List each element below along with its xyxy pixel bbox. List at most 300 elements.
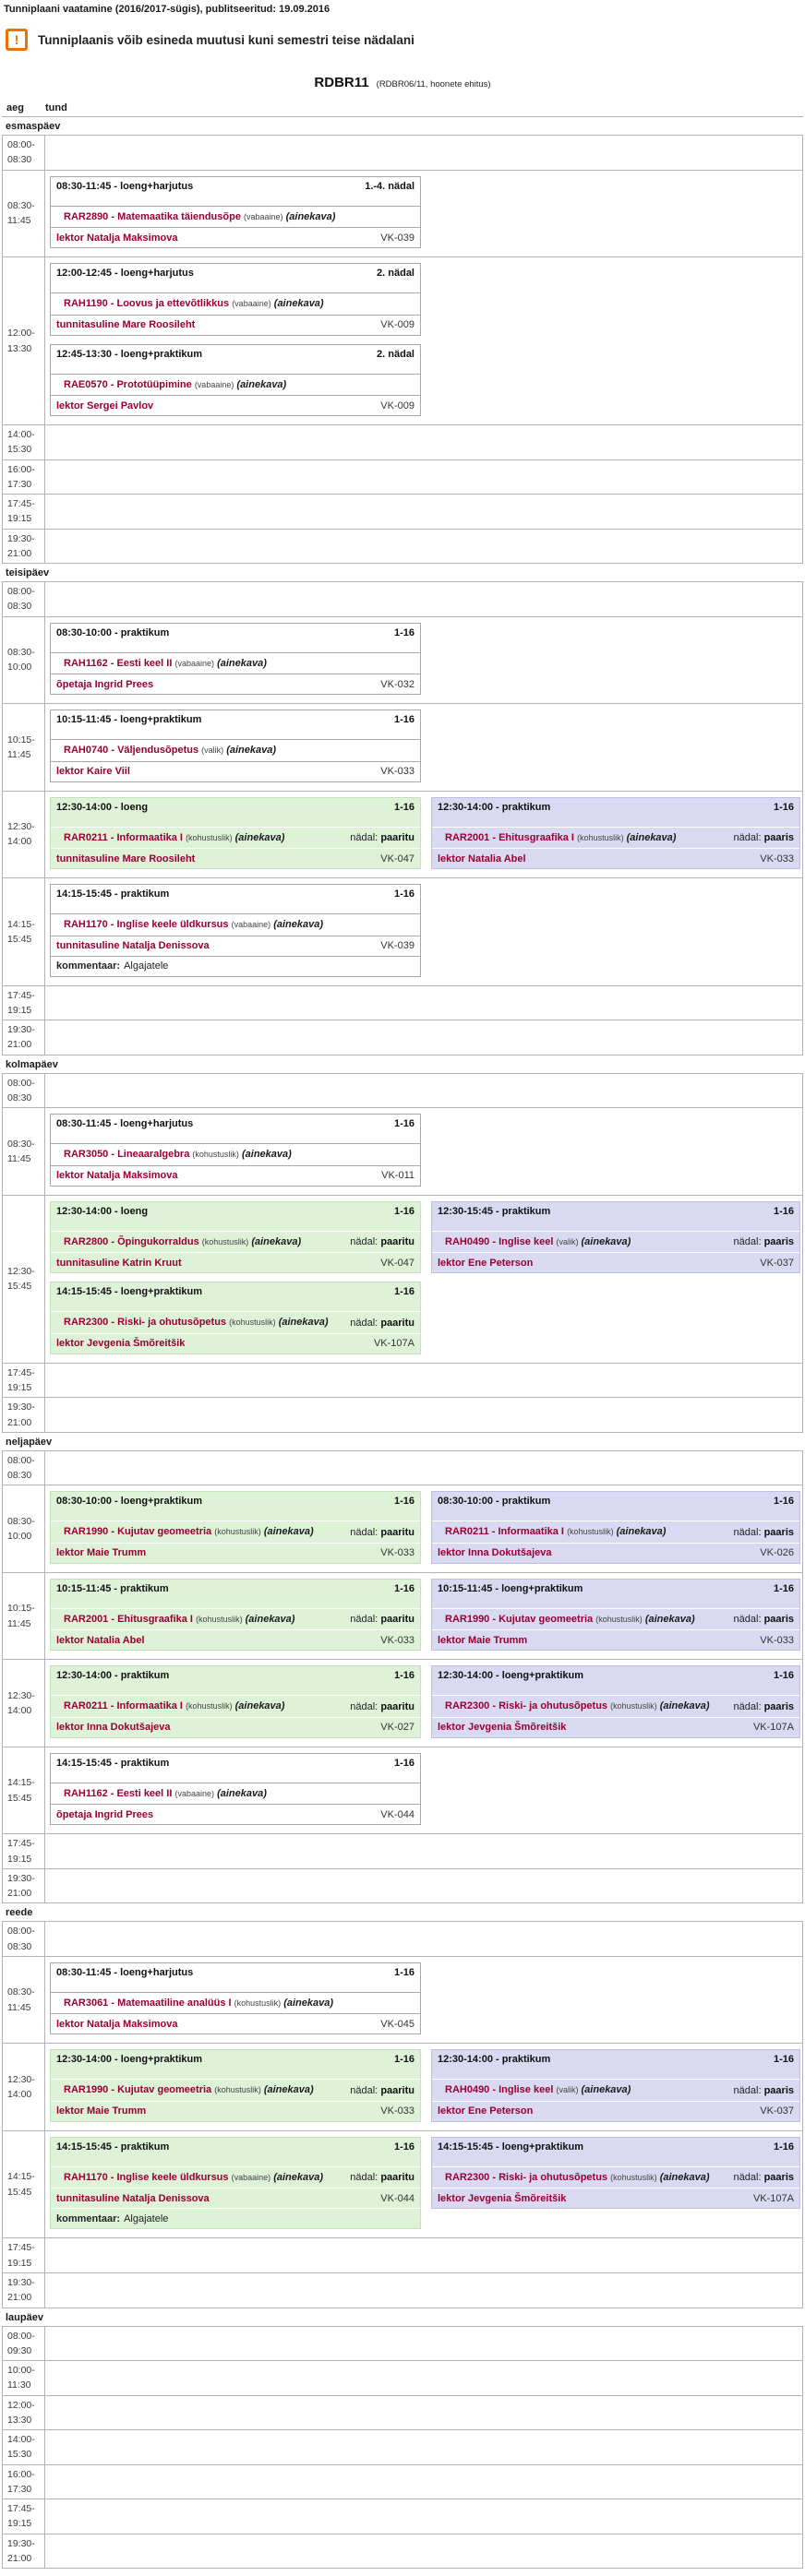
lesson-card	[431, 2049, 800, 2122]
course-title	[56, 1699, 284, 1714]
timetable-row	[3, 1485, 802, 1572]
course-link[interactable]: RAH1162 - Eesti keel II	[64, 657, 173, 669]
course-link[interactable]: RAR2890 - Matemaatika täiendusõpe	[64, 210, 241, 222]
lesson-card	[431, 797, 800, 870]
lecturer-link[interactable]: lektor Natalja Maksimova	[56, 232, 178, 244]
time-slot-label	[3, 1834, 45, 1868]
timetable-row	[3, 582, 802, 616]
time-slot-label	[3, 2499, 45, 2534]
course-kind: (kohustuslik)	[234, 1998, 282, 2008]
week-parity-label: nädal:	[733, 1700, 762, 1712]
day-table	[2, 2326, 803, 2570]
time-start: 17:45-	[7, 989, 35, 1001]
time-slot-label	[3, 1869, 45, 1903]
week-parity-label: nädal:	[733, 1526, 762, 1538]
lesson-card	[50, 884, 421, 977]
time-slot-label	[3, 2361, 45, 2395]
lesson-area	[45, 1834, 802, 1868]
lecturer-link[interactable]: lektor Ene Peterson	[438, 2105, 534, 2117]
lesson-area	[45, 2131, 804, 2238]
lesson-card-header	[51, 177, 420, 206]
time-start: 08:00-	[7, 1454, 35, 1466]
lesson-card-header	[432, 2138, 799, 2166]
room-label: VK-011	[381, 1170, 415, 1182]
lesson-column-left	[50, 797, 421, 870]
time-end: 15:45	[7, 2186, 32, 2198]
lecturer-row	[51, 2101, 420, 2121]
ainekava-link[interactable]: (ainekava)	[626, 831, 677, 843]
time-slot-label	[3, 878, 45, 985]
timetable-row	[3, 2130, 802, 2238]
ainekava-link[interactable]: (ainekava)	[273, 2171, 323, 2183]
time-start: 14:00-	[7, 429, 35, 441]
course-title	[56, 917, 323, 933]
course-title	[438, 1699, 710, 1714]
lesson-card	[50, 797, 421, 870]
lecturer-link[interactable]: lektor Natalja Maksimova	[56, 2018, 178, 2030]
ainekava-link[interactable]: (ainekava)	[616, 1526, 667, 1538]
time-end: 08:30	[7, 1470, 32, 1482]
time-slot-label	[3, 495, 45, 529]
timetable-row	[3, 2237, 802, 2272]
week-parity	[341, 1318, 415, 1329]
lesson-card-header	[432, 1666, 799, 1695]
lesson-column-left	[50, 1114, 421, 1187]
ainekava-link[interactable]: (ainekava)	[241, 1149, 292, 1161]
lecturer-link[interactable]: tunnitasuline Mare Roosileht	[56, 853, 196, 865]
ainekava-link[interactable]: (ainekava)	[283, 1997, 334, 2009]
week-parity-value: paaris	[763, 1526, 794, 1538]
week-parity	[341, 1527, 415, 1538]
lesson-column-left	[50, 1491, 421, 1564]
course-link[interactable]: RAR1990 - Kujutav geomeetria	[445, 1613, 594, 1625]
lesson-time-type: 14:15-15:45 - praktikum	[56, 2141, 170, 2153]
ainekava-link[interactable]: (ainekava)	[234, 831, 285, 843]
lesson-card	[431, 2137, 800, 2210]
week-parity-value: paaris	[763, 2084, 794, 2096]
time-slot-label	[3, 1485, 45, 1572]
week-parity-label: nädal:	[733, 1614, 762, 1626]
lecturer-link[interactable]: tunnitasuline Natalja Denissova	[56, 2192, 210, 2204]
week-parity-label: nädal:	[733, 2084, 762, 2096]
lecturer-link[interactable]: õpetaja Ingrid Prees	[56, 678, 154, 690]
lecturer-row	[51, 1717, 420, 1737]
week-parity-value: paaritu	[380, 1700, 415, 1712]
ainekava-link[interactable]: (ainekava)	[285, 210, 336, 222]
lesson-column-right	[431, 1491, 800, 1564]
lecturer-link[interactable]: lektor Inna Dokutšajeva	[56, 1722, 171, 1734]
time-start: 12:30-	[7, 821, 35, 833]
timetable-row	[3, 459, 802, 495]
lesson-column-left	[50, 1201, 421, 1354]
course-link[interactable]: RAR2001 - Ehitusgraafika I	[64, 1613, 193, 1625]
course-kind: (kohustuslik)	[214, 1527, 261, 1537]
lesson-area	[45, 1747, 802, 1834]
ainekava-link[interactable]: (ainekava)	[263, 2084, 314, 2096]
week-parity-value: paaritu	[380, 1614, 415, 1626]
timetable-row	[3, 1747, 802, 1834]
room-label: VK-039	[380, 940, 415, 952]
course-title	[56, 743, 276, 758]
time-start: 16:00-	[7, 463, 35, 475]
course-link[interactable]: RAR2800 - Õpingukorraldus	[64, 1235, 199, 1247]
lecturer-link[interactable]: lektor Maie Trumm	[56, 2105, 147, 2117]
course-link[interactable]: RAH1170 - Inglise keele üldkursus	[64, 2171, 229, 2183]
lesson-weeks: 1-16	[393, 714, 415, 726]
time-start: 19:30-	[7, 1024, 35, 1036]
room-label: VK-009	[380, 319, 415, 331]
lesson-card-header	[432, 1492, 799, 1521]
course-title	[56, 656, 267, 672]
week-parity-label: nädal:	[733, 2172, 762, 2184]
lesson-time-type: 12:30-14:00 - loeng	[56, 801, 149, 813]
course-link[interactable]: RAR0211 - Informaatika I	[64, 831, 183, 843]
lecturer-link[interactable]: lektor Inna Dokutšajeva	[438, 1547, 552, 1559]
timetable-row	[3, 170, 802, 257]
course-kind: (vabaaine)	[174, 1788, 214, 1798]
course-row	[432, 1521, 799, 1543]
lesson-card	[50, 1579, 421, 1652]
time-slot-label	[3, 1108, 45, 1195]
course-kind: (vabaaine)	[174, 658, 214, 668]
lesson-card-header	[51, 798, 420, 827]
room-label: VK-047	[380, 853, 415, 865]
course-title	[438, 1234, 631, 1250]
lesson-weeks: 1-16	[773, 1205, 794, 1217]
ainekava-link[interactable]: (ainekava)	[581, 2084, 631, 2096]
course-title	[56, 830, 284, 846]
lesson-area	[45, 1020, 802, 1055]
lecturer-link[interactable]: lektor Natalia Abel	[438, 853, 526, 865]
ainekava-link[interactable]: (ainekava)	[251, 1235, 302, 1247]
time-slot-label	[3, 530, 45, 564]
lesson-column-right	[431, 1201, 800, 1274]
ainekava-link[interactable]: (ainekava)	[234, 1700, 285, 1712]
time-slot-label	[3, 2131, 45, 2238]
week-parity-value: paaris	[763, 831, 794, 843]
course-kind: (kohustuslik)	[192, 1150, 239, 1160]
course-row	[51, 2079, 420, 2101]
timetable-row	[3, 1451, 802, 1485]
course-link[interactable]: RAR0211 - Informaatika I	[64, 1700, 183, 1712]
timetable-row	[3, 2043, 802, 2130]
lecturer-row	[51, 1165, 420, 1186]
time-end: 21:00	[7, 2552, 32, 2564]
lesson-weeks: 1-16	[393, 1582, 415, 1594]
lesson-card-header	[432, 1202, 799, 1231]
comment-text: Algajatele	[124, 960, 169, 972]
lecturer-link[interactable]: lektor Maie Trumm	[56, 1547, 147, 1559]
lesson-area	[45, 1957, 802, 2044]
timetable-row	[3, 2464, 802, 2499]
room-label: VK-039	[380, 232, 415, 244]
time-slot-label	[3, 1451, 45, 1485]
ainekava-link[interactable]: (ainekava)	[217, 657, 267, 669]
ainekava-link[interactable]: (ainekava)	[644, 1613, 695, 1625]
time-slot-label	[3, 1660, 45, 1747]
lesson-card	[431, 1201, 800, 1274]
course-row	[51, 827, 420, 849]
lesson-column-right	[431, 2137, 800, 2210]
time-start: 08:00-	[7, 139, 35, 150]
day-table	[2, 1073, 803, 1433]
lesson-area	[45, 1660, 804, 1747]
time-start: 19:30-	[7, 2277, 35, 2288]
lesson-weeks: 1-16	[773, 1496, 794, 1508]
lesson-time-type: 12:30-14:00 - loeng	[56, 1205, 149, 1217]
time-slot-label	[3, 1074, 45, 1108]
lesson-card-header	[51, 1115, 420, 1143]
time-start: 19:30-	[7, 1401, 35, 1413]
course-row	[51, 206, 420, 228]
timetable-row	[3, 1572, 802, 1660]
ainekava-link[interactable]: (ainekava)	[659, 1700, 710, 1712]
ainekava-link[interactable]: (ainekava)	[226, 745, 277, 757]
lesson-column-right	[431, 797, 800, 870]
course-title	[438, 2082, 631, 2098]
course-kind: (valik)	[556, 1236, 579, 1246]
lecturer-link[interactable]: lektor Maie Trumm	[438, 1634, 528, 1646]
ainekava-link[interactable]: (ainekava)	[273, 919, 323, 931]
day-table	[2, 1450, 803, 1904]
lesson-area	[45, 136, 802, 170]
lecturer-row	[51, 761, 420, 781]
timetable-row	[3, 616, 802, 704]
lecturer-row	[51, 1333, 420, 1354]
course-row	[51, 1311, 420, 1333]
lesson-area	[45, 2273, 802, 2308]
timetable-row	[3, 2534, 802, 2569]
timetable-row	[3, 1833, 802, 1868]
page-title	[2, 75, 803, 90]
time-end: 08:30	[7, 1940, 32, 1952]
lesson-time-type: 08:30-11:45 - loeng+harjutus	[56, 1966, 194, 1978]
lecturer-row	[51, 1804, 420, 1824]
week-parity	[725, 1236, 794, 1247]
lesson-weeks: 1-16	[773, 801, 794, 813]
lecturer-link[interactable]: lektor Jevgenia Šmõreitšik	[438, 2192, 567, 2204]
course-title	[56, 1315, 329, 1330]
comment-label: kommentaar:	[56, 960, 121, 972]
course-link[interactable]: RAE0570 - Prototüüpimine	[64, 378, 192, 390]
lesson-time-type: 12:30-14:00 - praktikum	[56, 1670, 170, 1682]
timetable-row	[3, 985, 802, 1020]
time-start: 08:00-	[7, 586, 35, 598]
warning-banner	[6, 29, 801, 51]
comment-row	[51, 956, 420, 976]
lecturer-link[interactable]: tunnitasuline Mare Roosileht	[56, 319, 196, 331]
lesson-time-type: 14:15-15:45 - loeng+praktikum	[56, 1286, 203, 1298]
lecturer-link[interactable]: õpetaja Ingrid Prees	[56, 1808, 154, 1820]
lesson-weeks: 2. nädal	[377, 348, 415, 360]
time-end: 08:30	[7, 601, 32, 613]
course-kind: (kohustuslik)	[577, 832, 624, 842]
course-link[interactable]: RAH1170 - Inglise keele üldkursus	[64, 919, 229, 931]
time-start: 10:15-	[7, 1603, 35, 1615]
time-slot-label	[3, 2238, 45, 2272]
week-parity	[725, 1701, 794, 1712]
timetable-row	[3, 529, 802, 564]
week-parity-label: nädal:	[350, 1700, 378, 1712]
ainekava-link[interactable]: (ainekava)	[273, 298, 324, 310]
ainekava-link[interactable]: (ainekava)	[263, 1526, 314, 1538]
room-label: VK-033	[380, 1634, 415, 1646]
lesson-weeks: 1-16	[393, 801, 415, 813]
lesson-time-type: 14:15-15:45 - praktikum	[56, 888, 170, 900]
time-end: 11:45	[7, 2001, 31, 2013]
lesson-area	[45, 1573, 804, 1660]
time-end: 21:00	[7, 1039, 32, 1051]
day-name: laupäev	[6, 2311, 43, 2323]
lecturer-link[interactable]: tunnitasuline Natalja Denissova	[56, 940, 210, 952]
lecturer-link[interactable]: tunnitasuline Katrin Kruut	[56, 1257, 182, 1269]
day-section	[2, 1055, 803, 1433]
day-section	[2, 1903, 803, 2308]
time-start: 14:00-	[7, 2434, 35, 2446]
lesson-area	[45, 1398, 802, 1432]
lecturer-link[interactable]: lektor Jevgenia Šmõreitšik	[56, 1338, 186, 1350]
course-row	[51, 1608, 420, 1630]
timetable-row	[3, 2498, 802, 2534]
course-link[interactable]: RAH0490 - Inglise keel	[445, 1235, 554, 1247]
course-title	[56, 1786, 267, 1802]
lesson-card	[50, 623, 421, 696]
timetable-row	[3, 1956, 802, 2044]
ainekava-link[interactable]: (ainekava)	[245, 1613, 295, 1625]
course-row	[51, 1992, 420, 2014]
ainekava-link[interactable]: (ainekava)	[581, 1235, 631, 1247]
course-link[interactable]: RAR2300 - Riski- ja ohutusõpetus	[445, 1700, 608, 1712]
lesson-card	[50, 1201, 421, 1274]
week-parity-value: paaris	[763, 2172, 794, 2184]
time-end: 08:30	[7, 1092, 32, 1104]
timetable-row	[3, 2272, 802, 2308]
lesson-column-left	[50, 1962, 421, 2035]
room-label: VK-037	[760, 2105, 794, 2117]
course-link[interactable]: RAR1990 - Kujutav geomeetria	[64, 2084, 212, 2096]
lesson-card	[50, 263, 421, 336]
lesson-card	[50, 710, 421, 782]
week-parity	[725, 1527, 794, 1538]
publish-line: Tunniplaani vaatamine (2016/2017-sügis), publitseeritud: 19.09.2016	[4, 4, 330, 15]
lecturer-row	[51, 1629, 420, 1650]
course-kind: (kohustuslik)	[610, 2172, 657, 2182]
course-link[interactable]: RAR3050 - Lineaaralgebra	[64, 1149, 190, 1161]
lesson-card	[431, 1579, 800, 1652]
lesson-area	[45, 1922, 802, 1956]
day-section	[2, 1433, 803, 1904]
course-kind: (vabaaine)	[232, 299, 271, 309]
lecturer-link[interactable]: lektor Natalia Abel	[56, 1634, 145, 1646]
time-end: 11:45	[7, 215, 31, 227]
week-parity-label: nädal:	[350, 1614, 378, 1626]
lecturer-link[interactable]: lektor Natalja Maksimova	[56, 1170, 178, 1182]
week-parity	[341, 1701, 415, 1712]
time-start: 17:45-	[7, 1366, 35, 1378]
room-label: VK-027	[380, 1722, 415, 1734]
time-slot-label	[3, 2465, 45, 2499]
course-link[interactable]: RAR2300 - Riski- ja ohutusõpetus	[64, 1317, 227, 1329]
lecturer-row	[51, 1252, 420, 1272]
timetable-row	[3, 2360, 802, 2395]
comment-row	[51, 2208, 420, 2228]
time-slot-label	[3, 136, 45, 170]
room-label: VK-033	[380, 766, 415, 778]
lesson-area	[45, 1364, 802, 1398]
lesson-time-type: 10:15-11:45 - loeng+praktikum	[56, 714, 202, 726]
room-label: VK-107A	[752, 1722, 794, 1734]
time-end: 11:30	[7, 2379, 31, 2391]
lesson-weeks: 1-16	[773, 1670, 794, 1682]
week-parity	[341, 2172, 415, 2183]
time-start: 19:30-	[7, 2537, 35, 2549]
timetable-row	[3, 136, 802, 170]
course-link[interactable]: RAR2300 - Riski- ja ohutusõpetus	[445, 2171, 608, 2183]
lesson-card-header	[51, 2138, 420, 2166]
course-link[interactable]: RAR1990 - Kujutav geomeetria	[64, 1526, 212, 1538]
time-end: 11:45	[7, 1153, 31, 1165]
course-link[interactable]: RAH0490 - Inglise keel	[445, 2084, 554, 2096]
course-link[interactable]: RAH0740 - Väljendusõpetus	[64, 745, 199, 757]
timetable-row	[3, 1363, 802, 1398]
lesson-card-header	[432, 798, 799, 827]
time-slot-label	[3, 704, 45, 791]
lesson-time-type: 14:15-15:45 - praktikum	[56, 1757, 170, 1769]
course-link[interactable]: RAH1162 - Eesti keel II	[64, 1787, 173, 1799]
time-start: 08:30-	[7, 1138, 35, 1150]
lesson-column-left	[50, 710, 421, 782]
lesson-time-type: 10:15-11:45 - praktikum	[56, 1582, 169, 1594]
week-parity-label: nädal:	[350, 831, 378, 843]
timetable-row	[3, 703, 802, 791]
lesson-column-right	[431, 2049, 800, 2122]
day-name: kolmapäev	[6, 1058, 58, 1070]
day-name: reede	[6, 1907, 33, 1919]
lecturer-link[interactable]: lektor Ene Peterson	[438, 1257, 534, 1269]
lecturer-link[interactable]: lektor Sergei Pavlov	[56, 400, 154, 411]
course-link[interactable]: RAR3061 - Matemaatiline analüüs I	[64, 1997, 232, 2009]
lecturer-link[interactable]: lektor Jevgenia Šmõreitšik	[438, 1722, 567, 1734]
time-end: 09:30	[7, 2344, 32, 2356]
course-link[interactable]: RAR2001 - Ehitusgraafika I	[445, 831, 574, 843]
lesson-area	[45, 2327, 802, 2361]
lecturer-link[interactable]: lektor Kaire Viil	[56, 766, 130, 778]
time-end: 08:30	[7, 154, 32, 166]
lesson-weeks: 1-16	[393, 2054, 415, 2066]
lesson-area	[45, 495, 802, 529]
ainekava-link[interactable]: (ainekava)	[217, 1787, 267, 1799]
lesson-area	[45, 2044, 804, 2130]
comment-label: kommentaar:	[56, 2212, 121, 2224]
lesson-weeks: 1-16	[393, 1286, 415, 1298]
time-end: 14:00	[7, 836, 32, 848]
timetable-row	[3, 1195, 802, 1363]
week-parity-label: nädal:	[350, 1526, 378, 1538]
course-link[interactable]: RAH1190 - Loovus ja ettevõtlikkus	[64, 298, 230, 310]
lesson-card-header	[51, 2050, 420, 2079]
lecturer-row	[51, 227, 420, 247]
course-kind: (kohustuslik)	[595, 1614, 643, 1624]
course-kind: (valik)	[201, 745, 224, 756]
lecturer-row	[432, 1629, 799, 1650]
ainekava-link[interactable]: (ainekava)	[659, 2171, 710, 2183]
lesson-weeks: 1-16	[393, 626, 415, 638]
time-end: 17:30	[7, 478, 32, 490]
ainekava-link[interactable]: (ainekava)	[278, 1317, 329, 1329]
time-slot-label	[3, 460, 45, 495]
ainekava-link[interactable]: (ainekava)	[236, 378, 287, 390]
course-link[interactable]: RAR0211 - Informaatika I	[445, 1526, 564, 1538]
